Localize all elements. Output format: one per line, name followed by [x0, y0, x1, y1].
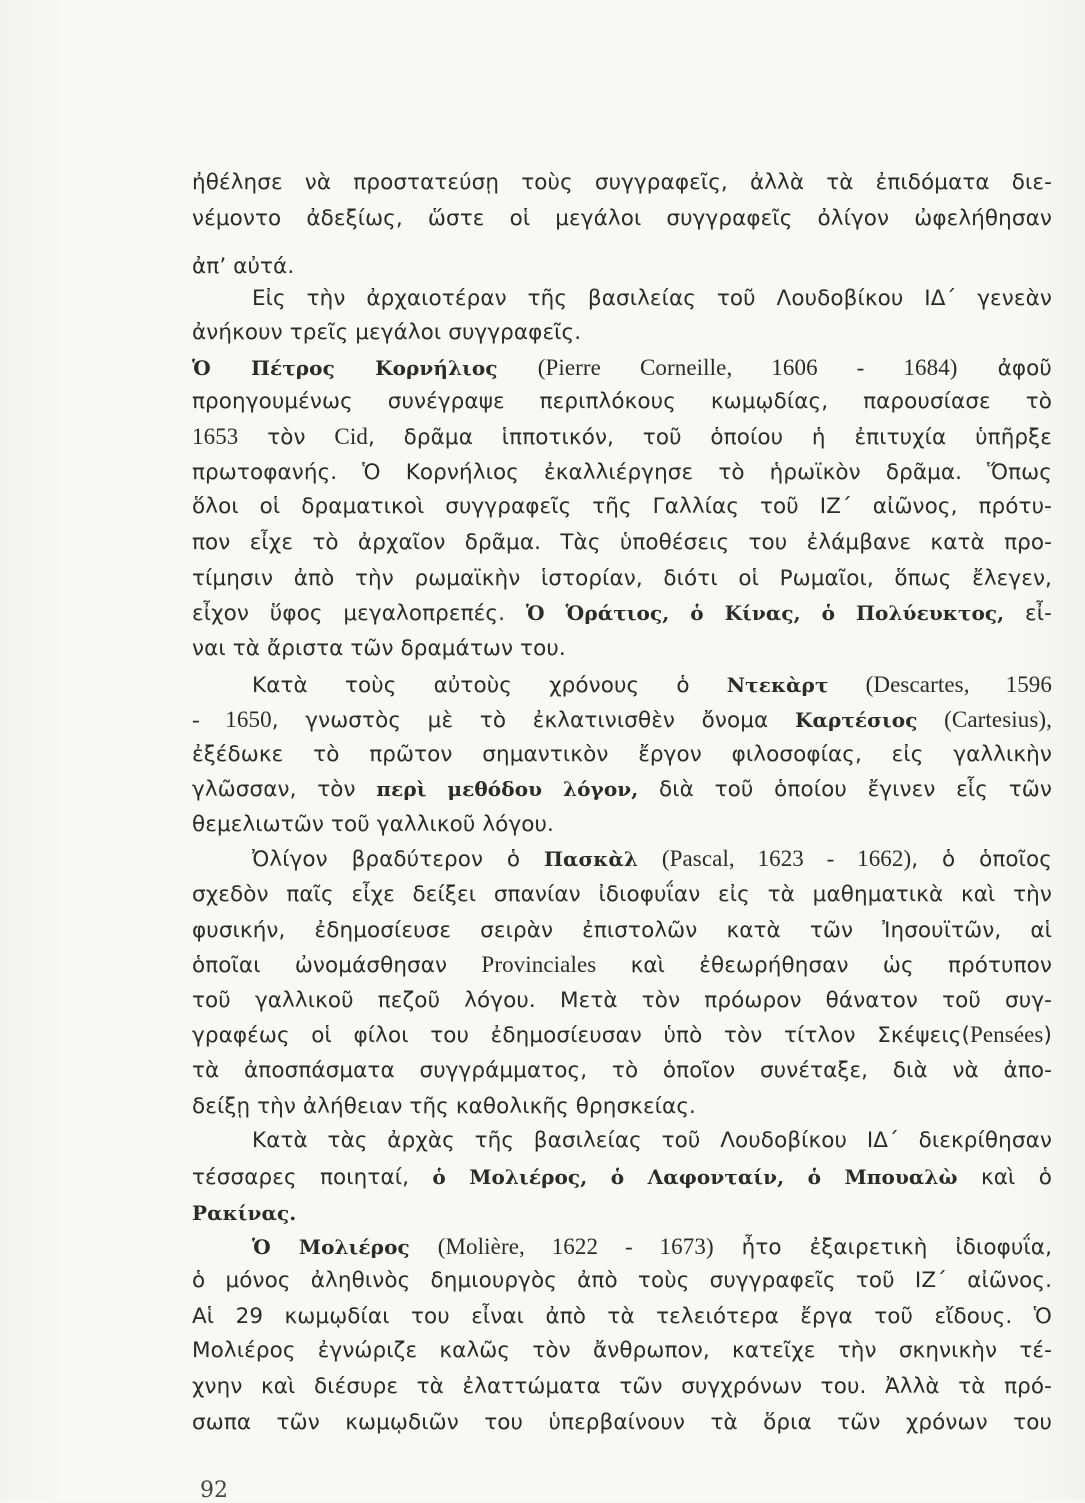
text-line	[192, 1056, 1052, 1086]
text-segment: τοῦ γαλλικοῦ πεζοῦ λόγου. Μετὰ τὸν πρόωρον θάνατον τοῦ συγ-	[192, 988, 1052, 1013]
text-line	[192, 774, 1052, 805]
latin-text: (Descartes, 1596	[865, 672, 1053, 697]
text-segment: νέμοντο ἀδεξίως, ὥστε οἱ μεγάλοι συγγραφεῖς ὀλίγον ὠφελήθησαν	[192, 206, 1052, 231]
text-line	[192, 916, 1052, 946]
latin-text: 1653	[192, 424, 239, 449]
text-line	[192, 950, 1052, 981]
text-segment: Κατὰ τοὺς αὐτοὺς χρόνους ὁ	[252, 673, 727, 698]
text-segment: τὸν	[238, 425, 335, 450]
text-segment: ἐξέδωκε τὸ πρῶτον σημαντικὸν ἔργον φιλοσοφίας, εἰς γαλλικὴν	[192, 742, 1052, 767]
text-segment: φυσικήν, ἐδημοσίευσε σειρὰν ἐπιστολῶν κατὰ τῶν Ἰησουϊτῶν, αἱ	[192, 918, 1052, 943]
text-line	[192, 1020, 1052, 1051]
text-line	[192, 810, 554, 840]
text-segment: Εἰς τὴν ἀρχαιοτέραν τῆς βασιλείας τοῦ Λουδοβίκου ΙΔ΄ γενεὰν	[252, 286, 1052, 311]
text-segment: πρωτοφανής. Ὁ Κορνήλιος ἐκαλλιέργησε τὸ ἡρωϊκὸν δρᾶμα. Ὅπως	[192, 460, 1052, 485]
text-segment: , δρᾶμα ἱπποτικόν, τοῦ ὁποίου ἡ ἐπιτυχία ὑπῆρξε	[367, 425, 1052, 450]
text-segment: ἀνήκουν τρεῖς μεγάλοι συγγραφεῖς.	[192, 320, 582, 345]
bold-term: Καρτέσιος	[794, 708, 918, 732]
text-segment: Ὀλίγον βραδύτερον ὁ	[252, 847, 544, 872]
text-line	[192, 740, 1052, 770]
text-segment: , γνωστὸς μὲ τὸ ἐκλατινισθὲν ὄνομα	[271, 708, 795, 733]
latin-text: (Pascal, 1623 - 1662)	[661, 846, 912, 871]
text-line	[192, 1408, 1052, 1438]
text-line	[192, 1302, 1052, 1332]
text-segment: )	[1043, 1023, 1052, 1048]
text-segment: διὰ τοῦ ὁποίου ἔγινεν εἷς τῶν	[638, 777, 1052, 802]
text-segment: Αἱ 29 κωμῳδίαι του εἶναι ἀπὸ τὰ τελειότερα ἔργα τοῦ εἴδους. Ὁ	[192, 1304, 1052, 1329]
text-line	[192, 1266, 1052, 1296]
text-segment: ἀφοῦ	[957, 356, 1052, 381]
text-segment: πον εἶχε τὸ ἀρχαῖον δρᾶμα. Τὰς ὑποθέσεις του ἐλάμβανε κατὰ προ-	[192, 530, 1052, 555]
text-segment: γλῶσσαν, τὸν	[192, 777, 377, 802]
bold-term: Ὁ Πέτρος Κορνήλιος	[192, 356, 498, 380]
text-line	[192, 492, 1052, 522]
text-line	[192, 1336, 1052, 1366]
text-line	[192, 528, 1052, 558]
text-line	[192, 252, 294, 282]
text-line	[192, 168, 1052, 198]
bold-term: περὶ μεθόδου λόγον,	[376, 777, 639, 801]
bold-term: Ρακίνας.	[192, 1201, 297, 1225]
latin-text: Cid	[334, 424, 368, 449]
text-line	[252, 844, 1052, 875]
text-line	[252, 670, 1052, 701]
text-segment: τίμησιν ἀπὸ τὴν ρωμαϊκὴν ἱστορίαν, διότι οἱ Ρωμαῖοι, ὅπως ἔλεγεν,	[192, 566, 1052, 591]
text-segment: ὁ μόνος ἀληθινὸς δημιουργὸς ἀπὸ τοὺς συγγραφεῖς τοῦ ΙΖ΄ αἰῶνος.	[192, 1268, 1052, 1293]
page-number: 92	[200, 1478, 228, 1503]
latin-text: - 1650	[192, 707, 272, 732]
text-line	[252, 1232, 1052, 1263]
text-line	[252, 1126, 1052, 1156]
text-segment: καὶ ὁ	[957, 1165, 1053, 1190]
text-segment: καὶ ἐθεωρήθησαν ὡς πρότυπον	[596, 953, 1052, 978]
text-segment	[638, 847, 662, 872]
text-segment	[498, 356, 538, 381]
latin-text: (Pierre Corneille, 1606 - 1684)	[537, 355, 958, 380]
text-line	[192, 634, 566, 664]
text-line	[192, 422, 1052, 453]
text-segment: ἀπ’ αὐτά.	[192, 254, 295, 279]
text-segment: ἠθέλησε νὰ προστατεύσῃ τοὺς συγγραφεῖς, ἀλλὰ τὰ ἐπιδόματα διε-	[192, 170, 1052, 195]
text-segment: τὰ ἀποσπάσματα συγγράμματος, τὸ ὁποῖον συνέταξε, διὰ νὰ ἀπο-	[192, 1058, 1052, 1083]
text-segment: σωπα τῶν κωμῳδιῶν του ὑπερβαίνουν τὰ ὅρια τῶν χρόνων του	[192, 1410, 1052, 1435]
text-line	[252, 284, 1052, 314]
bold-term: Ντεκὰρτ	[726, 673, 829, 697]
text-line	[192, 705, 1052, 736]
text-line	[192, 353, 1052, 384]
text-segment: Κατὰ τὰς ἀρχὰς τῆς βασιλείας τοῦ Λουδοβίκου ΙΔ΄ διεκρίθησαν	[252, 1128, 1052, 1153]
bold-term: Ὁ Ὁράτιος, ὁ Κίνας, ὁ Πολύευκτος,	[525, 601, 1005, 625]
text-segment: χνην καὶ διέσυρε τὰ ἐλαττώματα τῶν συγχρόνων του. Ἀλλὰ τὰ πρό-	[192, 1374, 1052, 1399]
text-segment: Μολιέρος ἐγνώριζε καλῶς τὸν ἄνθρωπον, κατεῖχε τὴν σκηνικὴν τέ-	[192, 1338, 1052, 1363]
latin-text: (Molière, 1622 - 1673)	[437, 1234, 714, 1259]
text-line	[192, 564, 1052, 594]
text-line	[192, 1198, 296, 1229]
text-segment: σχεδὸν παῖς εἶχε δείξει σπανίαν ἰδιοφυΐαν εἰς τὰ μαθηματικὰ καὶ τὴν	[192, 882, 1052, 907]
text-segment: τέσσαρες ποιηταί,	[192, 1165, 433, 1190]
text-line	[192, 1372, 1052, 1402]
bold-term: Πασκὰλ	[543, 847, 638, 871]
text-line	[192, 986, 1052, 1016]
text-segment: ναι τὰ ἄριστα τῶν δραμάτων του.	[192, 636, 566, 661]
text-segment: θεμελιωτῶν τοῦ γαλλικοῦ λόγου.	[192, 812, 554, 837]
text-segment: εἶ-	[1004, 601, 1052, 626]
text-line	[192, 204, 1052, 234]
text-segment: εἶχον ὕφος μεγαλοπρεπές.	[192, 601, 526, 626]
text-segment: , ὁ ὁποῖος	[911, 847, 1052, 872]
text-segment	[918, 708, 945, 733]
text-line	[192, 458, 1052, 488]
text-line	[192, 318, 581, 348]
text-segment: ἦτο ἐξαιρετικὴ ἰδιοφυΐα,	[713, 1235, 1053, 1260]
text-line	[192, 1162, 1052, 1193]
text-line	[192, 598, 1052, 629]
text-segment: ὅλοι οἱ δραματικοὶ συγγραφεῖς τῆς Γαλλίας τοῦ ΙΖ΄ αἰῶνος, πρότυ-	[192, 494, 1052, 519]
bold-term: ὁ Μολιέρος, ὁ Λαφονταίν, ὁ Μπουαλὼ	[432, 1165, 958, 1189]
text-segment: προηγουμένως συνέγραψε περιπλόκους κωμῳδίας, παρουσίασε τὸ	[192, 389, 1052, 414]
text-segment: ὁποῖαι ὠνομάσθησαν	[192, 953, 482, 978]
latin-text: Pensées	[969, 1022, 1044, 1047]
text-line	[192, 387, 1052, 417]
text-segment	[410, 1235, 438, 1260]
latin-text: Provinciales	[481, 952, 597, 977]
text-segment: γραφέως οἱ φίλοι του ἐδημοσίευσαν ὑπὸ τὸν τίτλον Σκέψεις(	[192, 1023, 970, 1048]
text-segment: δείξῃ τὴν ἀλήθειαν τῆς καθολικῆς θρησκείας.	[192, 1094, 696, 1119]
text-segment	[829, 673, 866, 698]
text-line	[192, 1092, 696, 1122]
latin-text: (Cartesius),	[944, 707, 1053, 732]
text-line	[192, 880, 1052, 910]
bold-term: Ὁ Μολιέρος	[252, 1235, 410, 1259]
